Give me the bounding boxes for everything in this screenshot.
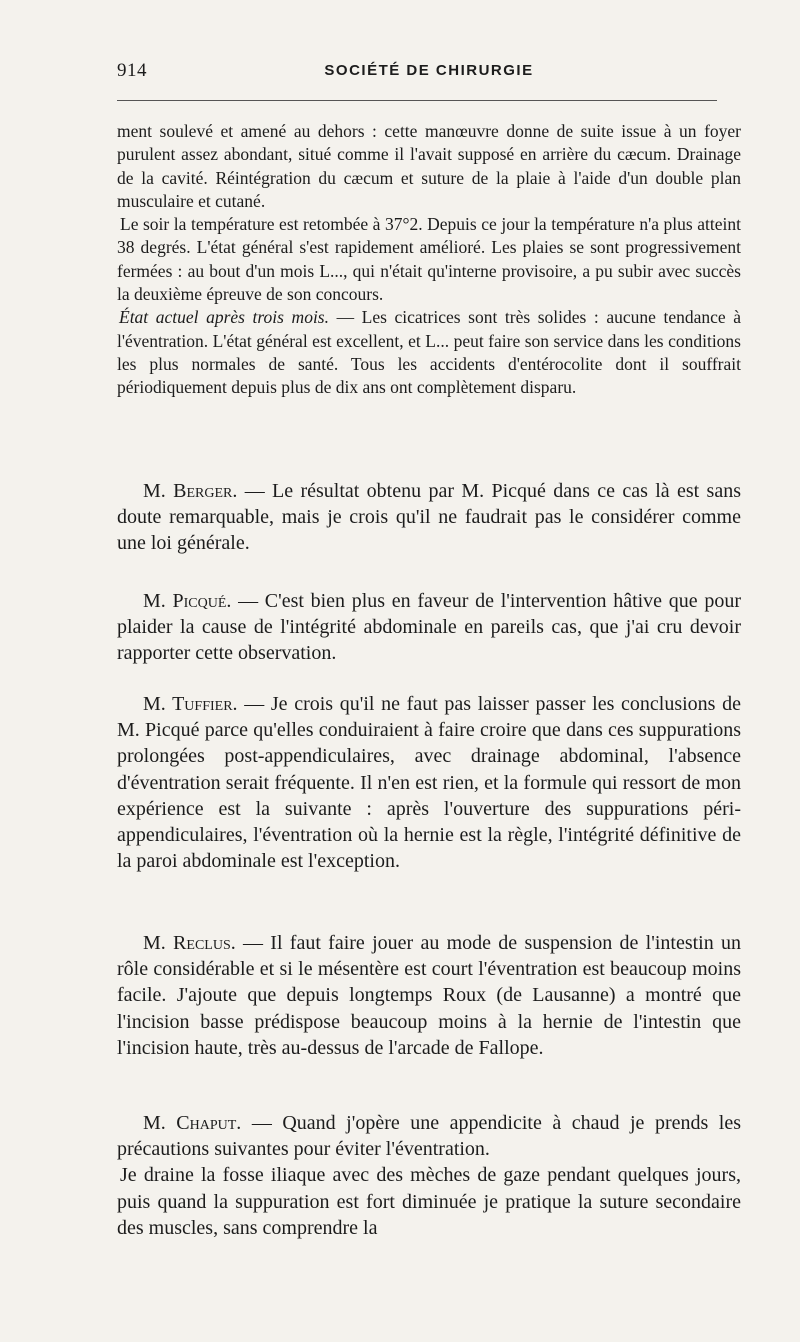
speaker-berger: M. Berger.	[143, 480, 238, 502]
speech-text-tuffier: — Je crois qu'il ne faut pas laisser passer les conclusions de M. Picqué parce qu'elles conduiraient à faire croire que dans ces suppurations prolongées post-appendiculaires, avec drainage abdominal, l'absence d'éventration serait fréquente. Il n'en est rien, et la formule qui ressort de mon expérience est la suivante : après l'ouverture des suppurations péri-appendiculaires, l'éventration où la hernie est la règle, l'intégrité définitive de la paroi abdominale est l'exception.	[117, 693, 741, 873]
speech-text-chaput: — Quand j'opère une appendicite à chaud je prends les précautions suivantes pour éviter l'éventration.	[117, 1112, 741, 1161]
speaker-picque: M. Picqué.	[143, 590, 232, 612]
speech-reclus	[117, 930, 741, 1061]
speech-text-reclus: — Il faut faire jouer au mode de suspension de l'intestin un rôle considérable et si le mésentère est court l'éventration est beaucoup moins facile. J'ajoute que depuis longtemps Roux (de Lausanne) a montré que l'incision basse prédispose beaucoup moins à la hernie de l'intestin que l'incision haute, très au-dessus de l'arcade de Fallope.	[117, 932, 741, 1059]
case-paragraph-3	[117, 306, 741, 399]
speech-text-picque: — C'est bien plus en faveur de l'intervention hâtive que pour plaider la cause de l'intégrité abdominale en pareils cas, que j'ai cru devoir rapporter cette observation.	[117, 590, 741, 665]
case-current-state-text: — Les cicatrices sont très solides : aucune tendance à l'éventration. L'état général est excellent, et L... peut faire son service dans les conditions les plus normales de santé. Tous les accidents d'entérocolite dont il souffrait périodiquement depuis plus de dix ans ont complètement disparu.	[117, 307, 741, 398]
speaker-tuffier: M. Tuffier.	[143, 693, 238, 715]
speech-picque	[117, 588, 741, 667]
running-title: SOCIÉTÉ DE CHIRURGIE	[324, 62, 534, 79]
header-rule	[117, 100, 717, 101]
speech-berger	[117, 478, 741, 557]
speech-text-chaput-2: Je draine la fosse iliaque avec des mèches de gaze pendant quelques jours, puis quand la suppuration est fort diminuée je pratique la suture secondaire des muscles, sans comprendre la	[117, 1164, 741, 1239]
speech-text-berger: — Le résultat obtenu par M. Picqué dans ce cas là est sans doute remarquable, mais je crois qu'il ne faudrait pas le considérer comme une loi générale.	[117, 480, 741, 555]
page-number: 914	[117, 60, 147, 81]
speech-chaput	[117, 1110, 741, 1241]
speaker-reclus: M. Reclus.	[143, 932, 236, 954]
case-paragraph-2: Le soir la température est retombée à 37°2. Depuis ce jour la température n'a plus atteint 38 degrés. L'état général s'est rapidement amélioré. Les plaies se sont progressivement fermées : au bout d'un mois L..., qui n'était qu'interne provisoire, a pu subir avec succès la deuxième épreuve de son concours.	[117, 214, 741, 305]
case-paragraph-1: ment soulevé et amené au dehors : cette manœuvre donne de suite issue à un foyer purulent assez abondant, situé comme il l'avait supposé en arrière du cæcum. Drainage de la cavité. Réintégration du cæcum et suture de la plaie à l'aide d'un double plan musculaire et cutané.	[117, 121, 741, 211]
case-current-state-label: État actuel après trois mois.	[119, 307, 329, 328]
case-report	[117, 120, 741, 400]
speech-tuffier	[117, 691, 741, 874]
page-header	[117, 60, 741, 86]
speaker-chaput: M. Chaput.	[143, 1112, 242, 1134]
